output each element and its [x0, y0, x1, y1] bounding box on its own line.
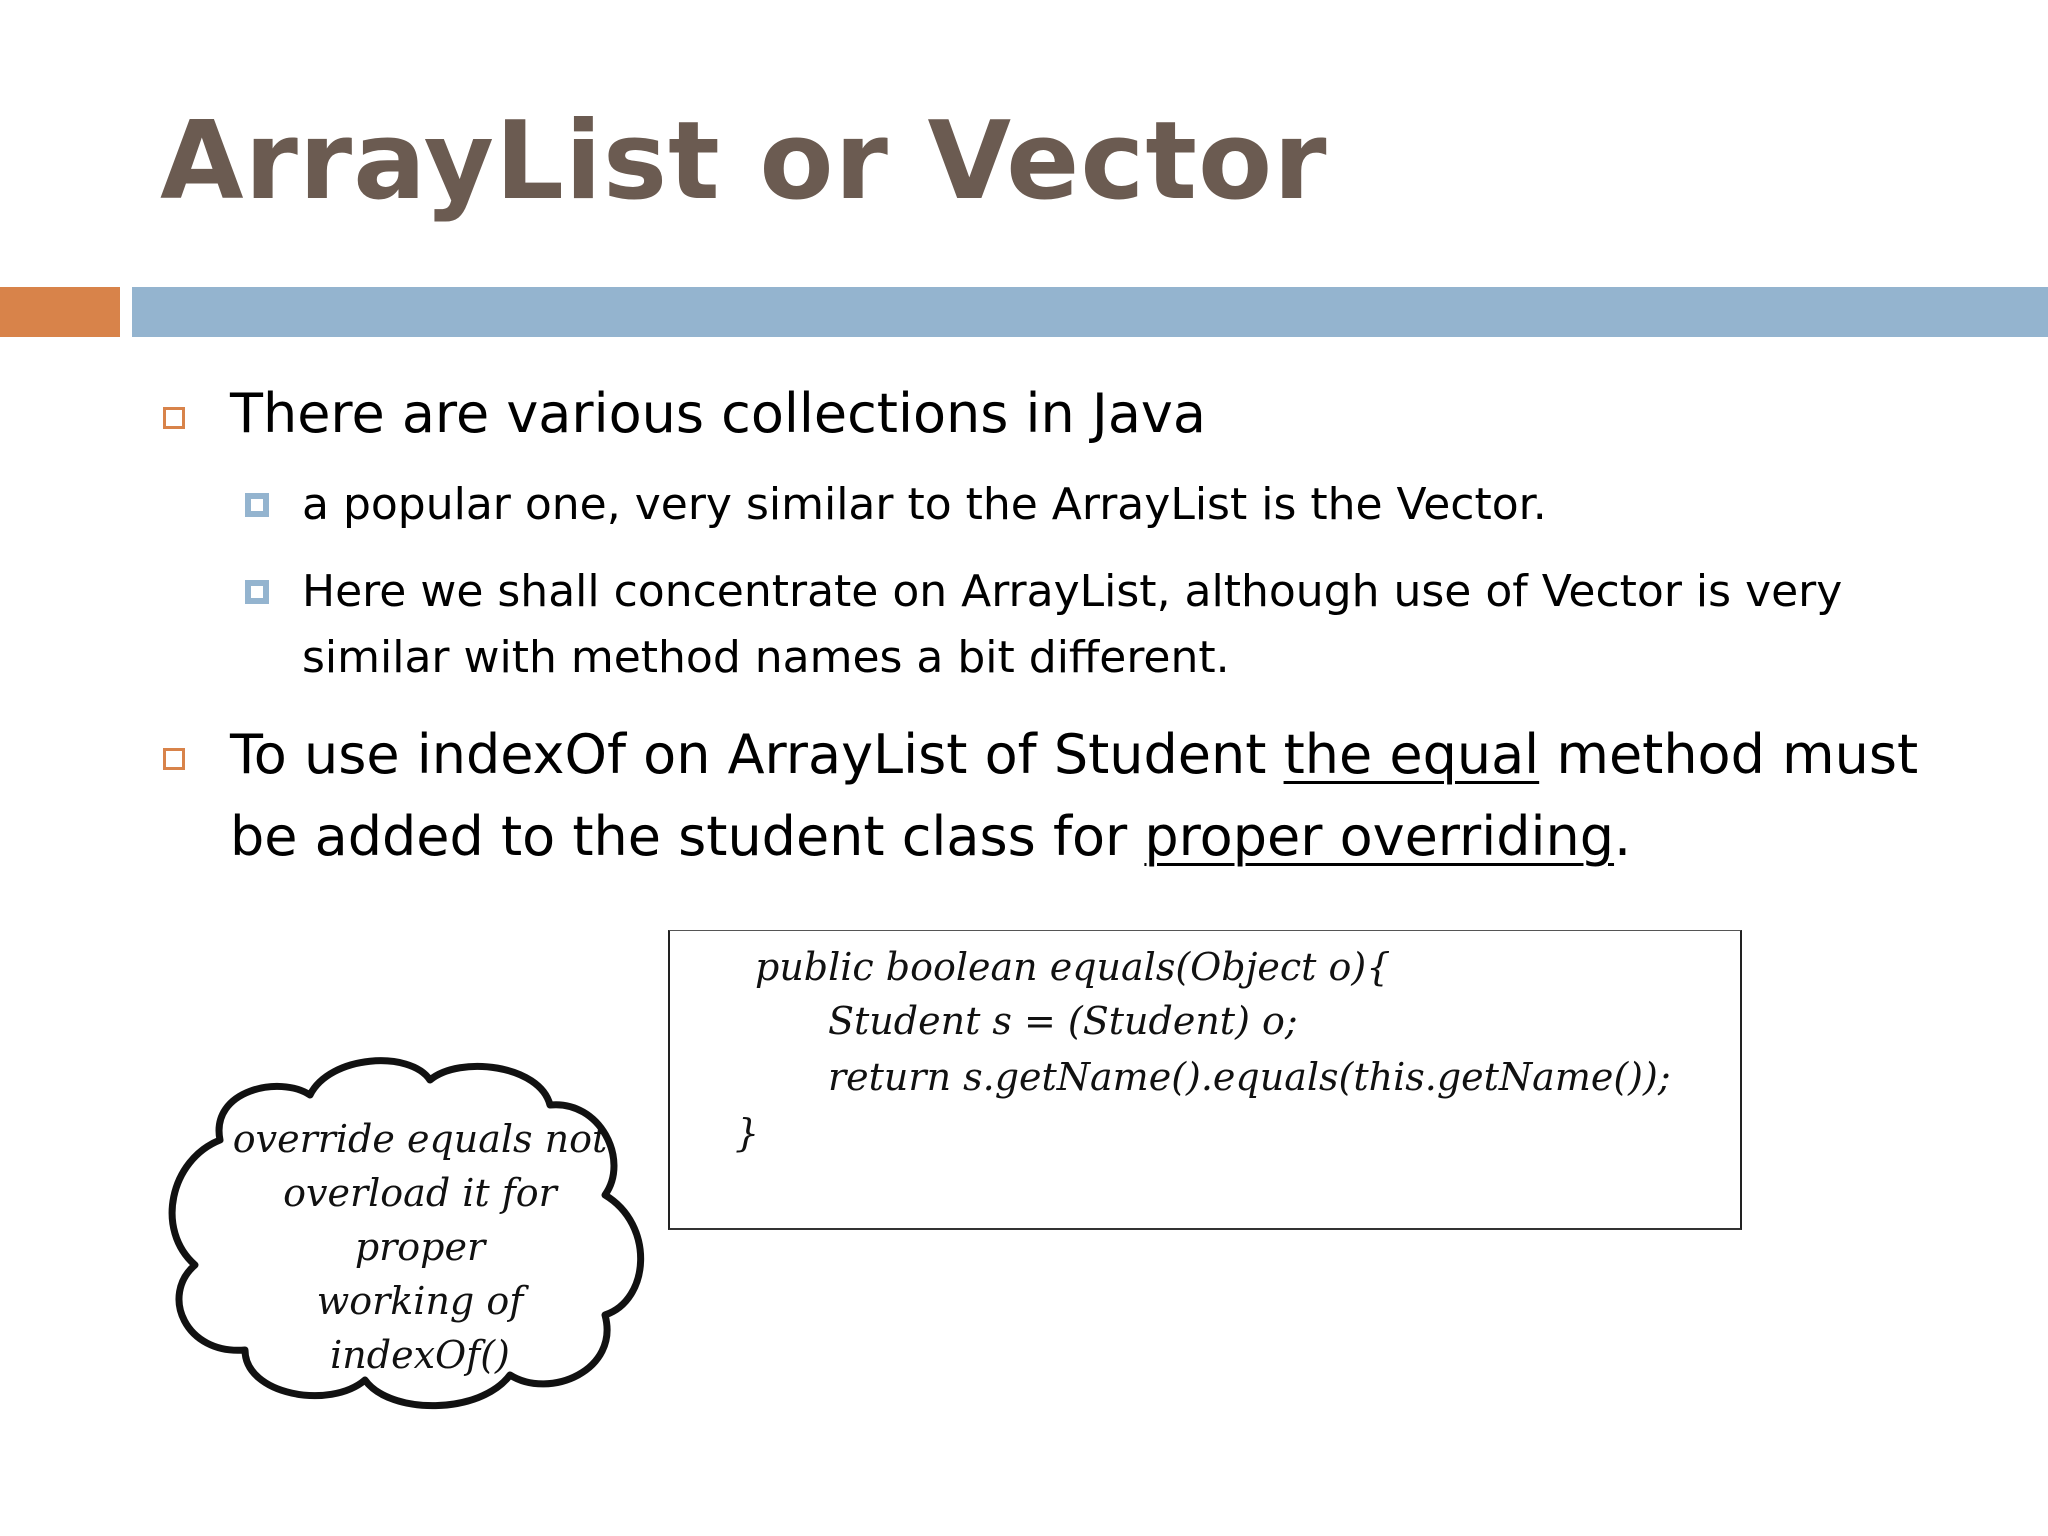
- sub-bullet-icon: [245, 493, 269, 517]
- accent-bar-orange: [0, 287, 120, 337]
- code-line: Student s = (Student) o;: [828, 999, 1298, 1043]
- sub-bullet-text-line2: similar with method names a bit different.: [302, 632, 1230, 683]
- slide-title: ArrayList or Vector: [160, 99, 1328, 224]
- underlined-phrase: the equal: [1283, 723, 1540, 786]
- code-line: public boolean equals(Object o){: [755, 945, 1391, 989]
- accent-bar-blue: [132, 287, 2048, 337]
- text-segment: be added to the student class for: [230, 805, 1145, 868]
- underlined-phrase: proper overriding: [1144, 805, 1615, 868]
- sub-bullet-text: a popular one, very similar to the ArrayList is the Vector.: [302, 479, 1547, 530]
- text-segment: To use indexOf on ArrayList of Student: [230, 723, 1284, 786]
- text-segment: .: [1614, 805, 1632, 868]
- cloud-text-line: overload it for proper: [283, 1171, 557, 1269]
- cloud-text-line: working of: [316, 1279, 524, 1323]
- code-line: }: [735, 1111, 760, 1155]
- bullet-square-icon: [163, 407, 185, 429]
- code-line: return s.getName().equals(this.getName());: [828, 1055, 1671, 1099]
- cloud-text-line: override equals not: [232, 1117, 608, 1161]
- sub-bullet-text-line1: Here we shall concentrate on ArrayList, although use of Vector is very: [302, 566, 1843, 617]
- bullet-square-icon: [163, 748, 185, 770]
- bullet-text-line2: [230, 795, 1631, 879]
- cloud-text: [215, 1112, 625, 1382]
- bullet-text-line1: [230, 713, 1918, 797]
- cloud-text-line: indexOf(): [330, 1333, 510, 1377]
- bullet-text: There are various collections in Java: [230, 382, 1206, 445]
- sub-bullet-icon: [245, 580, 269, 604]
- text-segment: method must: [1539, 723, 1919, 786]
